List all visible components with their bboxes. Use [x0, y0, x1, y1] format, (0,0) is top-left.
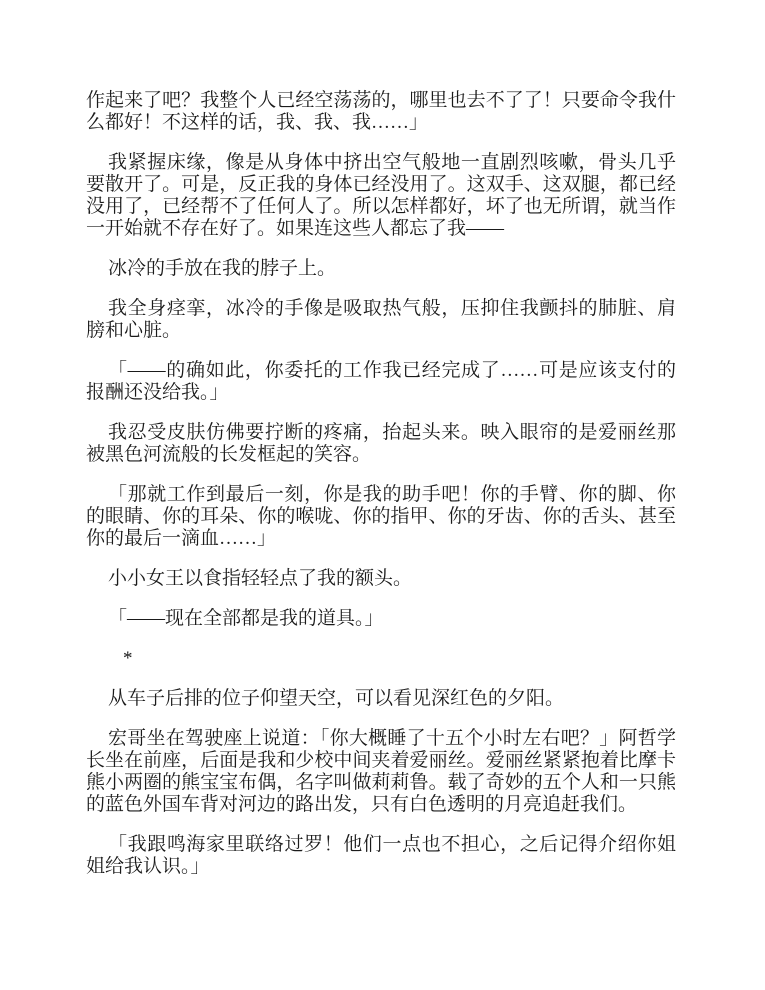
scene-break-marker: *: [123, 648, 133, 669]
paragraph-dialogue: 「那就工作到最后一刻，你是我的助手吧！你的手臂、你的脚、你的眼睛、你的耳朵、你的喉咙、你的指甲、你的牙齿、你的舌头、甚至你的最后一滴血……」: [86, 484, 676, 549]
paragraph-dialogue: 「我跟鸣海家里联络过罗！他们一点也不担心，之后记得介绍你姐姐给我认识。」: [86, 834, 676, 877]
paragraph-narrative: 我紧握床缘，像是从身体中挤出空气般地一直剧烈咳嗽，骨头几乎要散开了。可是，反正我的身体已经没用了。这双手、这双腿，都已经没用了，已经帮不了任何人了。所以怎样都好，坏了也无所谓，就当作一开始就不存在好了。如果连这些人都忘了我——: [86, 152, 676, 239]
paragraph-narrative: 从车子后排的位子仰望天空，可以看见深红色的夕阳。: [108, 688, 565, 709]
paragraph-narrative: 我忍受皮肤仿佛要拧断的疼痛，抬起头来。映入眼帘的是爱丽丝那被黑色河流般的长发框起的笑容。: [86, 422, 676, 465]
paragraph-continuation: 作起来了吧？我整个人已经空荡荡的，哪里也去不了了！只要命令我什么都好！不这样的话，我、我、我……」: [86, 90, 676, 133]
page-text-column: [86, 90, 676, 896]
paragraph-narrative: 小小女王以食指轻轻点了我的额头。: [108, 568, 413, 589]
paragraph-narrative: 我全身痉挛，冰冷的手像是吸取热气般，压抑住我颤抖的肺脏、肩膀和心脏。: [86, 298, 676, 341]
paragraph-dialogue: 「——的确如此，你委托的工作我已经完成了……可是应该支付的报酬还没给我。」: [86, 360, 676, 403]
paragraph-narrative: 冰冷的手放在我的脖子上。: [108, 258, 337, 279]
paragraph-dialogue: 「——现在全部都是我的道具。」: [108, 608, 384, 629]
paragraph-narrative: 宏哥坐在驾驶座上说道：「你大概睡了十五个小时左右吧？」阿哲学长坐在前座，后面是我和少校中间夹着爱丽丝。爱丽丝紧紧抱着比摩卡熊小两圈的熊宝宝布偶，名字叫做莉莉鲁。载了奇妙的五个人和一只熊的蓝色外国车背对河边的路出发，只有白色透明的月亮追赶我们。: [86, 728, 676, 815]
